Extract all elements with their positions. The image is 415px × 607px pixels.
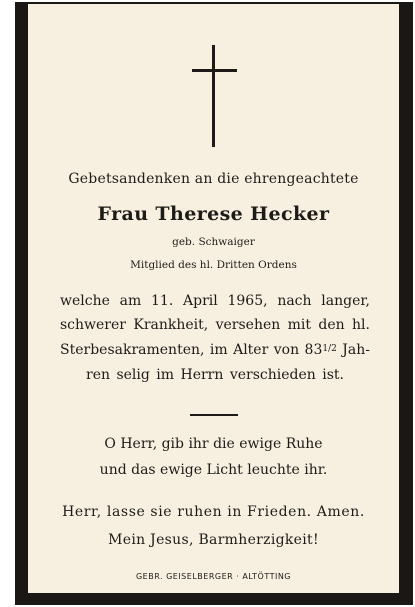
maiden-name: geb. Schwaiger: [172, 236, 255, 248]
age-fraction: 1/2: [322, 344, 337, 354]
body-line-4: ren selig im Herrn verschieden ist.: [86, 367, 344, 383]
deceased-name: Frau Therese Hecker: [97, 203, 330, 225]
prayer-line-1: O Herr, gib ihr die ewige Ruhe: [104, 436, 323, 452]
printer-imprint: GEBR. GEISELBERGER · ALTÖTTING: [135, 572, 292, 581]
cross-icon: [212, 45, 215, 147]
body-line-3-end: Jah-: [336, 342, 370, 358]
body-line-2: schwerer Krankheit, versehen mit den hl.: [60, 317, 370, 333]
body-line-3-text: Sterbesakramenten, im Alter von 83: [60, 342, 323, 358]
cross-icon-bar: [192, 69, 237, 72]
intro-line: Gebetsandenken an die ehrengeachtete: [68, 171, 359, 187]
prayer-line-3: Herr, lasse sie ruhen in Frieden. Amen.: [62, 504, 365, 520]
prayer-line-4: Mein Jesus, Barmherzigkeit!: [108, 532, 319, 548]
membership-line: Mitglied des hl. Dritten Ordens: [130, 259, 297, 271]
divider-rule: [190, 414, 238, 416]
body-line-3: [60, 342, 370, 358]
body-line-1: welche am 11. April 1965, nach langer,: [60, 293, 370, 309]
prayer-line-2: und das ewige Licht leuchte ihr.: [99, 462, 328, 478]
